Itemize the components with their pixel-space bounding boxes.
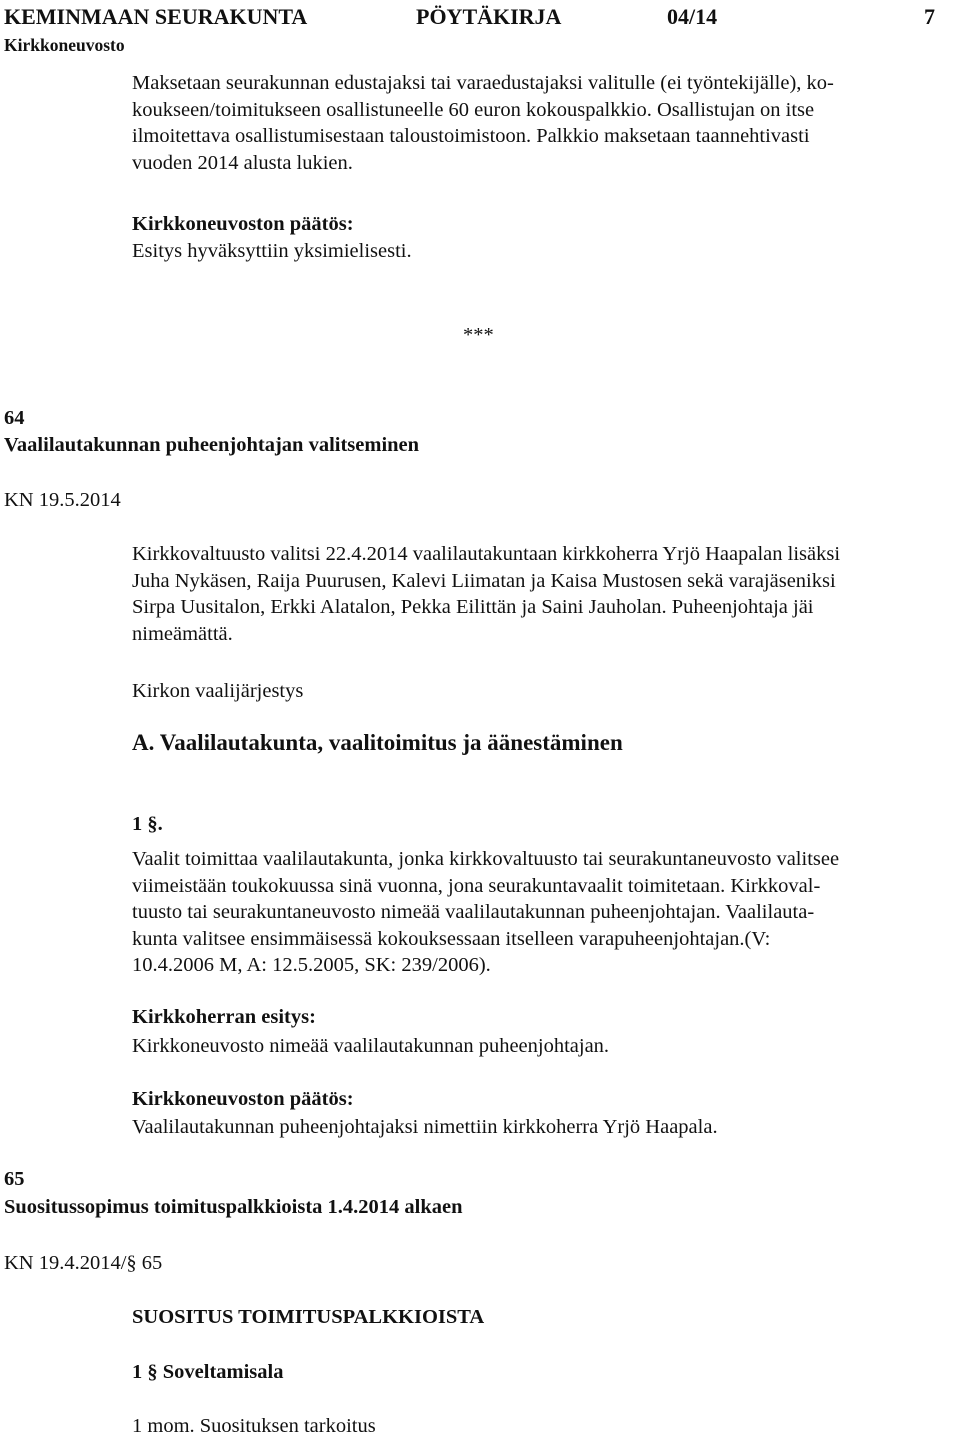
- text-line: koukseen/toimitukseen osallistuneelle 60 euron kokouspalkkio. Osallistujan on itse: [132, 98, 815, 121]
- text-line: 10.4.2006 M, A: 12.5.2005, SK: 239/2006).: [132, 954, 491, 976]
- text-line: Sirpa Uusitalon, Erkki Alatalon, Pekka Eilittän ja Saini Jauholan. Puheenjohtaja jäi: [132, 596, 814, 618]
- text-line: vuoden 2014 alusta lukien.: [132, 151, 353, 174]
- text-line: tuusto tai seurakuntaneuvosto nimeää vaalilautakunnan puheenjohtajan. Vaalilauta-: [132, 901, 815, 923]
- decision-text: Vaalilautakunnan puheenjohtajaksi nimettiin kirkkoherra Yrjö Haapala.: [132, 1116, 718, 1138]
- meeting-body: Kirkkoneuvosto: [4, 35, 125, 55]
- section-intro-paragraph: [132, 541, 840, 647]
- text-line: viimeistään toukokuussa sinä vuonna, jona seurakuntavaalit toimitetaan. Kirkkoval-: [132, 874, 821, 897]
- decision-label: Kirkkoneuvoston päätös:: [132, 213, 354, 235]
- section-number: 65: [4, 1168, 25, 1190]
- proposal-text: Kirkkoneuvosto nimeää vaalilautakunnan puheenjohtajan.: [132, 1035, 610, 1057]
- section-title: Vaalilautakunnan puheenjohtajan valitseminen: [4, 434, 420, 456]
- text-line: Vaalit toimittaa vaalilautakunta, jonka kirkkovaltuusto tai seurakuntaneuvosto valitsee: [132, 848, 840, 870]
- document-type: PÖYTÄKIRJA: [416, 4, 562, 29]
- section-title: Suositussopimus toimituspalkkioista 1.4.2014 alkaen: [4, 1196, 463, 1218]
- paragraph-number: 1 §.: [132, 813, 163, 835]
- text-line: Juha Nykäsen, Raija Puurusen, Kalevi Liimatan ja Kaisa Mustosen sekä varajäseniksi: [132, 569, 836, 592]
- document-title: SUOSITUS TOIMITUSPALKKIOISTA: [132, 1306, 485, 1328]
- page-number: 7: [924, 4, 935, 29]
- text-line: Maksetaan seurakunnan edustajaksi tai varaedustajaksi valitulle (ei työntekijälle), ko-: [132, 72, 834, 94]
- proposal-label: Kirkkoherran esitys:: [132, 1006, 316, 1028]
- law-heading: A. Vaalilautakunta, vaalitoimitus ja äänestäminen: [132, 730, 623, 755]
- sub-heading: 1 mom. Suosituksen tarkoitus: [132, 1415, 376, 1437]
- text-line: kunta valitsee ensimmäisessä kokouksessaan itselleen varapuheenjohtajan.(V:: [132, 927, 771, 950]
- organization-name: KEMINMAAN SEURAKUNTA: [4, 4, 308, 29]
- law-source: Kirkon vaalijärjestys: [132, 680, 304, 702]
- decision-label: Kirkkoneuvoston päätös:: [132, 1088, 354, 1110]
- section-reference: KN 19.4.2014/§ 65: [4, 1252, 163, 1274]
- section-reference: KN 19.5.2014: [4, 489, 121, 511]
- text-line: ilmoitettava osallistumisestaan taloustoimistoon. Palkkio maksetaan taannehtivasti: [132, 125, 810, 147]
- section-separator: ***: [463, 324, 494, 346]
- text-line: Kirkkovaltuusto valitsi 22.4.2014 vaalilautakuntaan kirkkoherra Yrjö Haapalan lisäksi: [132, 543, 841, 565]
- text-line: nimeämättä.: [132, 622, 233, 645]
- law-text-paragraph: [132, 846, 839, 979]
- decision-text: Esitys hyväksyttiin yksimielisesti.: [132, 240, 412, 262]
- section-number: 64: [4, 407, 25, 429]
- prev-section-paragraph: [132, 70, 834, 176]
- document-number: 04/14: [667, 4, 718, 29]
- clause-heading: 1 § Soveltamisala: [132, 1361, 284, 1383]
